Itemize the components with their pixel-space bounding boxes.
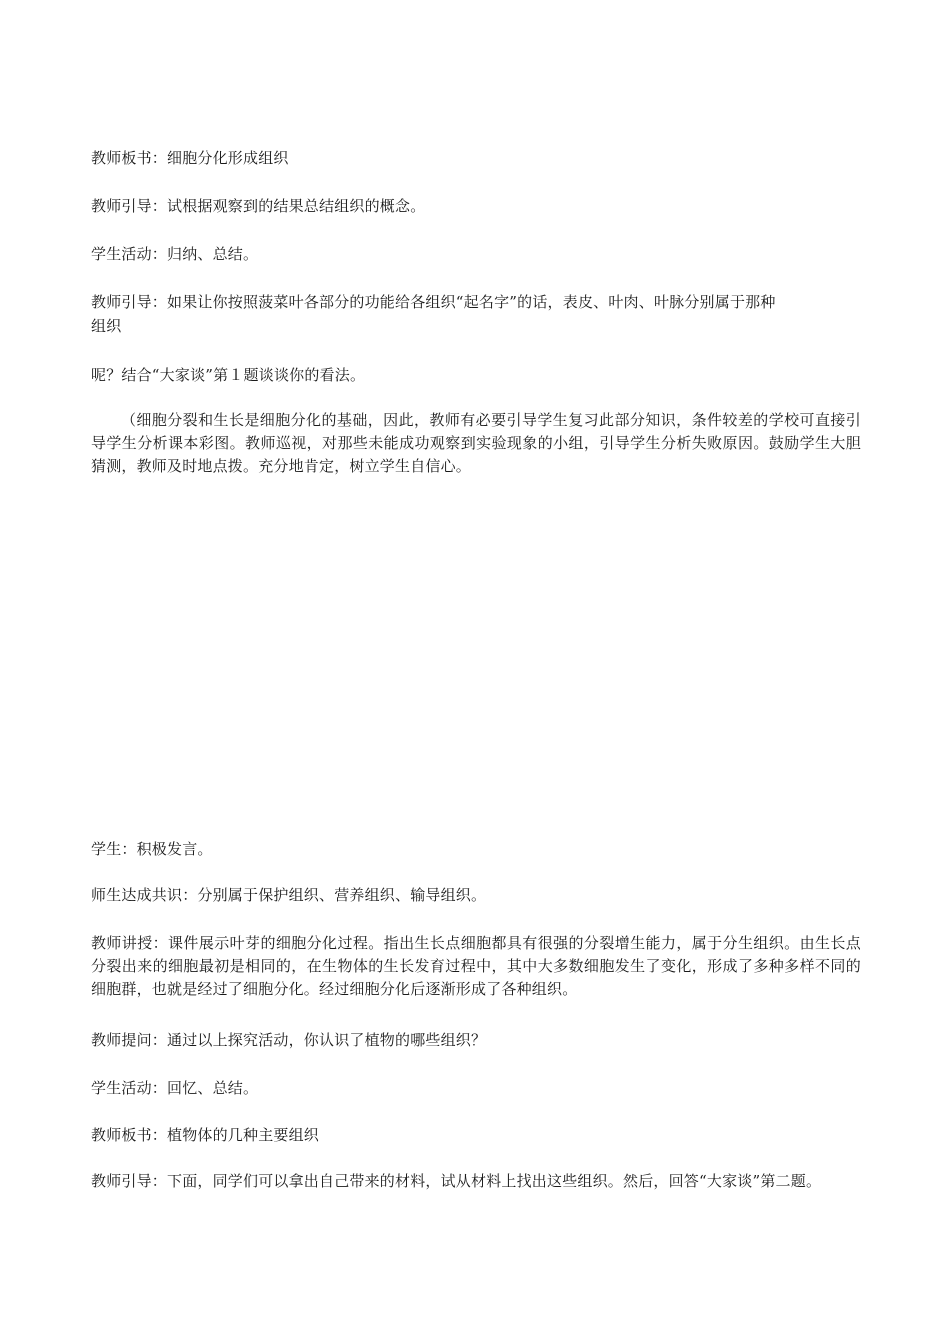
paragraph-discussion-prompt: 呢？结合“大家谈”第１题谈谈你的看法。 [91,366,366,384]
paragraph-teacher-guide-3: 教师引导：下面，同学们可以拿出自己带来的材料，试从材料上找出这些组织。然后，回答“大家谈”第二题。 [91,1172,822,1190]
paragraph-teacher-lecture: 教师讲授：课件展示叶芽的细胞分化过程。指出生长点细胞都具有很强的分裂增生能力，属于分生组织。由生长点分裂出来的细胞最初是相同的，在生物体的生长发育过程中，其中大多数细胞发生了变化，形成了多种多样不同的细胞群，也就是经过了细胞分化。经过细胞分化后逐渐形成了各种组织。 [91,934,861,998]
paragraph-board-writing-2: 教师板书：植物体的几种主要组织 [91,1126,320,1144]
paragraph-board-writing-1: 教师板书：细胞分化形成组织 [91,149,289,167]
paragraph-teacher-guide-1: 教师引导：试根据观察到的结果总结组织的概念。 [91,197,426,215]
paragraph-teacher-guide-2-line1: 教师引导：如果让你按照菠菜叶各部分的功能给各组织“起名字”的话，表皮、叶肉、叶脉分别属于那种 [91,293,776,311]
paragraph-teacher-question: 教师提问：通过以上探究活动，你认识了植物的哪些组织？ [91,1031,487,1049]
paragraph-student-activity-1: 学生活动：归纳、总结。 [91,245,259,263]
paragraph-student-activity-2: 学生活动：回忆、总结。 [91,1079,259,1097]
paragraph-student-response: 学生：积极发言。 [91,840,213,858]
paragraph-teacher-guide-2-line2: 组织 [91,317,122,335]
paragraph-teaching-note: （细胞分裂和生长是细胞分化的基础，因此，教师有必要引导学生复习此部分知识，条件较差的学校可直接引导学生分析课本彩图。教师巡视，对那些未能成功观察到实验现象的小组，引导学生分析失败原因。鼓励学生大胆猜测，教师及时地点拨。充分地肯定，树立学生自信心。 [91,411,861,475]
paragraph-consensus: 师生达成共识：分别属于保护组织、营养组织、输导组织。 [91,886,487,904]
